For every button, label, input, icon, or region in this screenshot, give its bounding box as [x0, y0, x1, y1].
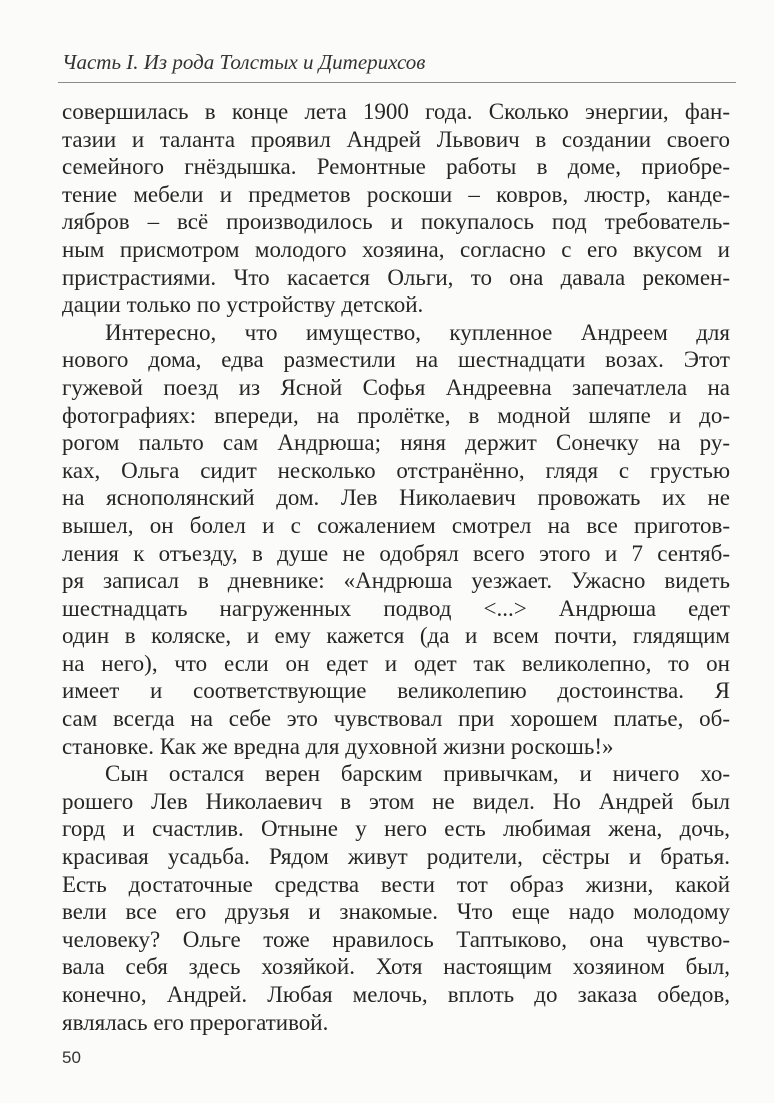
- page-body: [62, 98, 730, 1036]
- text-line: ления к отъезду, в душе не одобрял всего этого и 7 сентяб-: [62, 540, 730, 566]
- paragraph: [62, 319, 730, 761]
- text-line: являлась его прерогативой.: [62, 1009, 329, 1035]
- text-line: тение мебели и предметов роскоши – ковров, люстр, канде-: [62, 181, 730, 207]
- running-header: Часть I. Из рода Толстых и Дитерихсов: [62, 50, 426, 74]
- header-rule: [58, 82, 736, 83]
- text-line: конечно, Андрей. Любая мелочь, вплоть до заказа обедов,: [62, 982, 730, 1007]
- text-line: становке. Как же вредна для духовной жизни роскошь!»: [62, 733, 614, 759]
- text-line: рогом пальто сам Андрюша; няня держит Сонечку на ру-: [62, 430, 730, 456]
- text-line: лябров – всё производилось и покупалось под требователь-: [62, 209, 730, 235]
- text-line: ным присмотром молодого хозяина, согласно с его вкусом и: [62, 236, 730, 262]
- text-line: совершилась в конце лета 1900 года. Сколько энергии, фан-: [62, 99, 730, 124]
- text-line: красивая усадьба. Рядом живут родители, сёстры и братья.: [62, 844, 730, 870]
- text-line: вышел, он болел и с сожалением смотрел на все приготов-: [62, 512, 730, 538]
- text-line: шестнадцать нагруженных подвод <...> Андрюша едет: [62, 595, 730, 621]
- text-line: пристрастиями. Что касается Ольги, то она давала рекомен-: [62, 264, 730, 290]
- text-line: ря записал в дневнике: «Андрюша уезжает. Ужасно видеть: [62, 568, 730, 594]
- text-line: рошего Лев Николаевич в этом не видел. Но Андрей был: [62, 788, 730, 814]
- paragraph: [62, 98, 730, 319]
- text-line: Сын остался верен барским привычкам, и ничего хо-: [105, 761, 730, 787]
- text-line: вала себя здесь хозяйкой. Хотя настоящим хозяином был,: [62, 954, 730, 980]
- text-line: на яснополянский дом. Лев Николаевич провожать их не: [62, 485, 730, 511]
- text-line: семейного гнёздышка. Ремонтные работы в доме, приобре-: [62, 154, 730, 180]
- paragraph: [62, 760, 730, 1036]
- text-line: ках, Ольга сидит несколько отстранённо, глядя с грустью: [62, 457, 730, 483]
- text-line: горд и счастлив. Отныне у него есть любимая жена, дочь,: [62, 816, 730, 842]
- text-line: Есть достаточные средства вести тот образ жизни, какой: [62, 871, 730, 897]
- text-line: фотографиях: впереди, на пролётке, в модной шляпе и до-: [62, 402, 730, 428]
- text-line: тазии и таланта проявил Андрей Львович в создании своего: [62, 126, 730, 152]
- text-line: дации только по устройству детской.: [62, 292, 424, 318]
- text-line: гужевой поезд из Ясной Софья Андреевна запечатлела на: [62, 374, 730, 400]
- text-line: имеет и соответствующие великолепию достоинства. Я: [62, 678, 730, 704]
- text-line: нового дома, едва разместили на шестнадцати возах. Этот: [62, 347, 730, 373]
- text-line: один в коляске, и ему кажется (да и всем почти, глядящим: [62, 623, 730, 649]
- text-line: сам всегда на себе это чувствовал при хорошем платье, об-: [62, 706, 730, 732]
- page-number: 50: [62, 1048, 81, 1067]
- text-line: на него), что если он едет и одет так великолепно, то он: [62, 650, 730, 676]
- text-line: вели все его друзья и знакомые. Что еще надо молодому: [62, 899, 730, 925]
- text-line: человеку? Ольге тоже нравилось Таптыково, она чувство-: [62, 926, 730, 952]
- text-line: Интересно, что имущество, купленное Андреем для: [105, 319, 730, 345]
